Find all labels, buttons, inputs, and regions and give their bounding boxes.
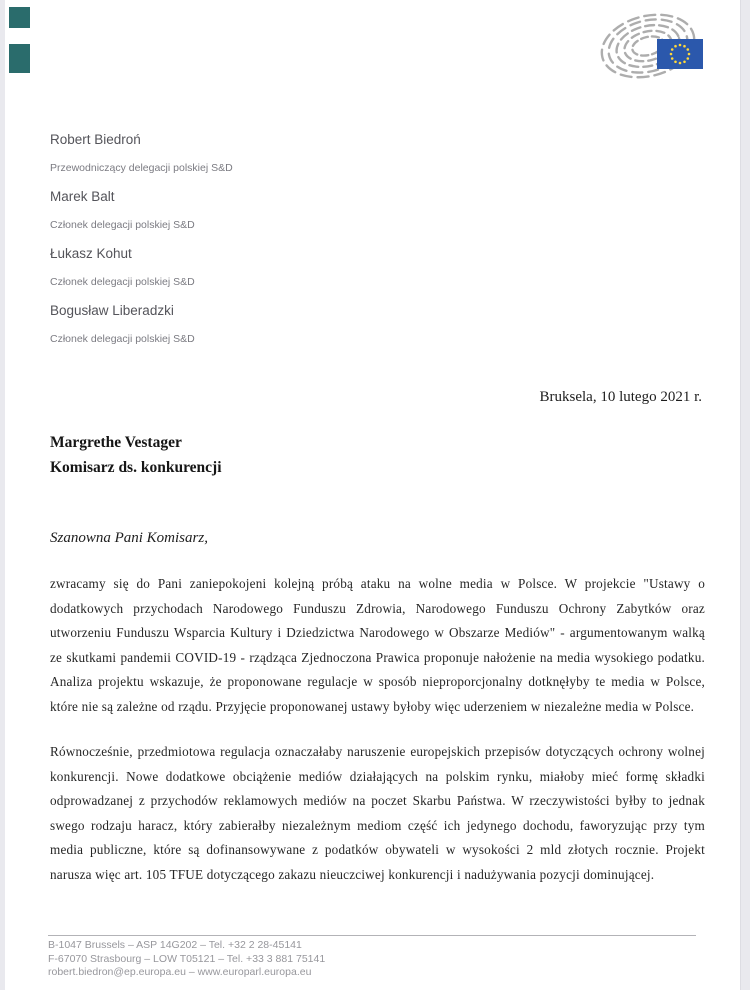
dateline: Bruksela, 10 lutego 2021 r.	[539, 389, 702, 405]
signatory-block	[50, 130, 233, 175]
signatory-block	[50, 301, 233, 346]
paragraph-line: Analiza projektu wskazuje, że proponowane regulacje w sposób nieproporcjonalny dotknęłyby te media w Polsce,	[50, 674, 705, 689]
paragraph-line: ze skutkami pandemii COVID-19 - rządząca Zjednoczona Prawica proponuje nałożenie na media wysokiego podatku.	[50, 649, 705, 665]
footer-contact-links: robert.biedron@ep.europa.eu – www.europarl.europa.eu	[48, 966, 312, 978]
paragraph-line: narusza więc art. 105 TFUE dotyczącego zakazu nieuczciwej konkurencji i nadużywania pozycji dominującej.	[50, 866, 655, 882]
body-paragraph-2	[50, 740, 705, 887]
page-edge-left	[0, 0, 5, 990]
recipient-block	[50, 433, 222, 483]
paragraph-line: odprowadzanej z przychodów reklamowych mediów na poczet Skarbu Państwa. W rzeczywistości byłby to jednak	[50, 793, 705, 808]
signatory-name: Marek Balt	[50, 189, 115, 204]
paragraph-line: zwracamy się do Pani zaniepokojeni kolejną próbą ataku na wolne media w Polsce. W projekcie "Ustawy o	[50, 576, 705, 591]
signatory-block	[50, 187, 233, 232]
signatory-name: Robert Biedroń	[50, 132, 141, 147]
footer-address-strasbourg: F-67070 Strasbourg – LOW T05121 – Tel. +33 3 881 75141	[48, 952, 326, 965]
paragraph-line: konkurencji. Nowe dodatkowe obciążenie mediów działających na polskim rynku, miałoby mieć formę składki	[50, 768, 705, 784]
signatory-name: Bogusław Liberadzki	[50, 303, 174, 318]
teal-marker-top-icon	[9, 7, 30, 28]
body-paragraph-1	[50, 572, 705, 719]
european-parliament-logo-icon	[598, 10, 708, 82]
footer-block	[48, 939, 325, 980]
signatory-block	[50, 244, 233, 289]
salutation: Szanowna Pani Komisarz,	[50, 530, 208, 546]
paragraph-line: Równocześnie, przedmiotowa regulacja oznaczałaby naruszenie europejskich przepisów dotyczących ochrony wolnej	[50, 744, 705, 759]
signatory-role: Członek delegacji polskiej S&D	[50, 219, 195, 231]
page-edge-right	[740, 0, 750, 990]
signatories-list	[50, 130, 233, 358]
paragraph-line: swego rodzaju haracz, który zabierałby niezależnym mediom część ich jedynego dochodu, faworyzując przy tym	[50, 817, 705, 833]
eu-flag	[657, 39, 703, 69]
recipient-title: Komisarz ds. konkurencji	[50, 459, 222, 476]
signatory-role: Przewodniczący delegacji polskiej S&D	[50, 162, 233, 174]
footer-divider	[48, 935, 696, 936]
paragraph-line: dodatkowych przychodach Narodowego Funduszu Zdrowia, Narodowego Funduszu Ochrony Zabytków oraz	[50, 600, 705, 616]
footer-address-brussels: B-1047 Brussels – ASP 14G202 – Tel. +32 2 28-45141	[48, 939, 302, 951]
paragraph-line: które nie są zależne od rządu. Przyjęcie proponowanej ustawy byłoby więc uderzeniem w niezależne media w Polsce.	[50, 698, 695, 714]
signatory-name: Łukasz Kohut	[50, 246, 132, 261]
signatory-role: Członek delegacji polskiej S&D	[50, 333, 195, 345]
paragraph-line: media publiczne, które są dofinansowywane z podatków obywateli w wysokości 2 mld złotych rocznie. Projekt	[50, 842, 705, 857]
paragraph-line: utworzeniu Funduszu Wsparcia Kultury i Dziedzictwa Narodowego w Obszarze Mediów" - argumentowanym walką	[50, 625, 705, 640]
teal-marker-bottom-icon	[9, 44, 30, 73]
recipient-name: Margrethe Vestager	[50, 434, 182, 451]
signatory-role: Członek delegacji polskiej S&D	[50, 276, 195, 288]
